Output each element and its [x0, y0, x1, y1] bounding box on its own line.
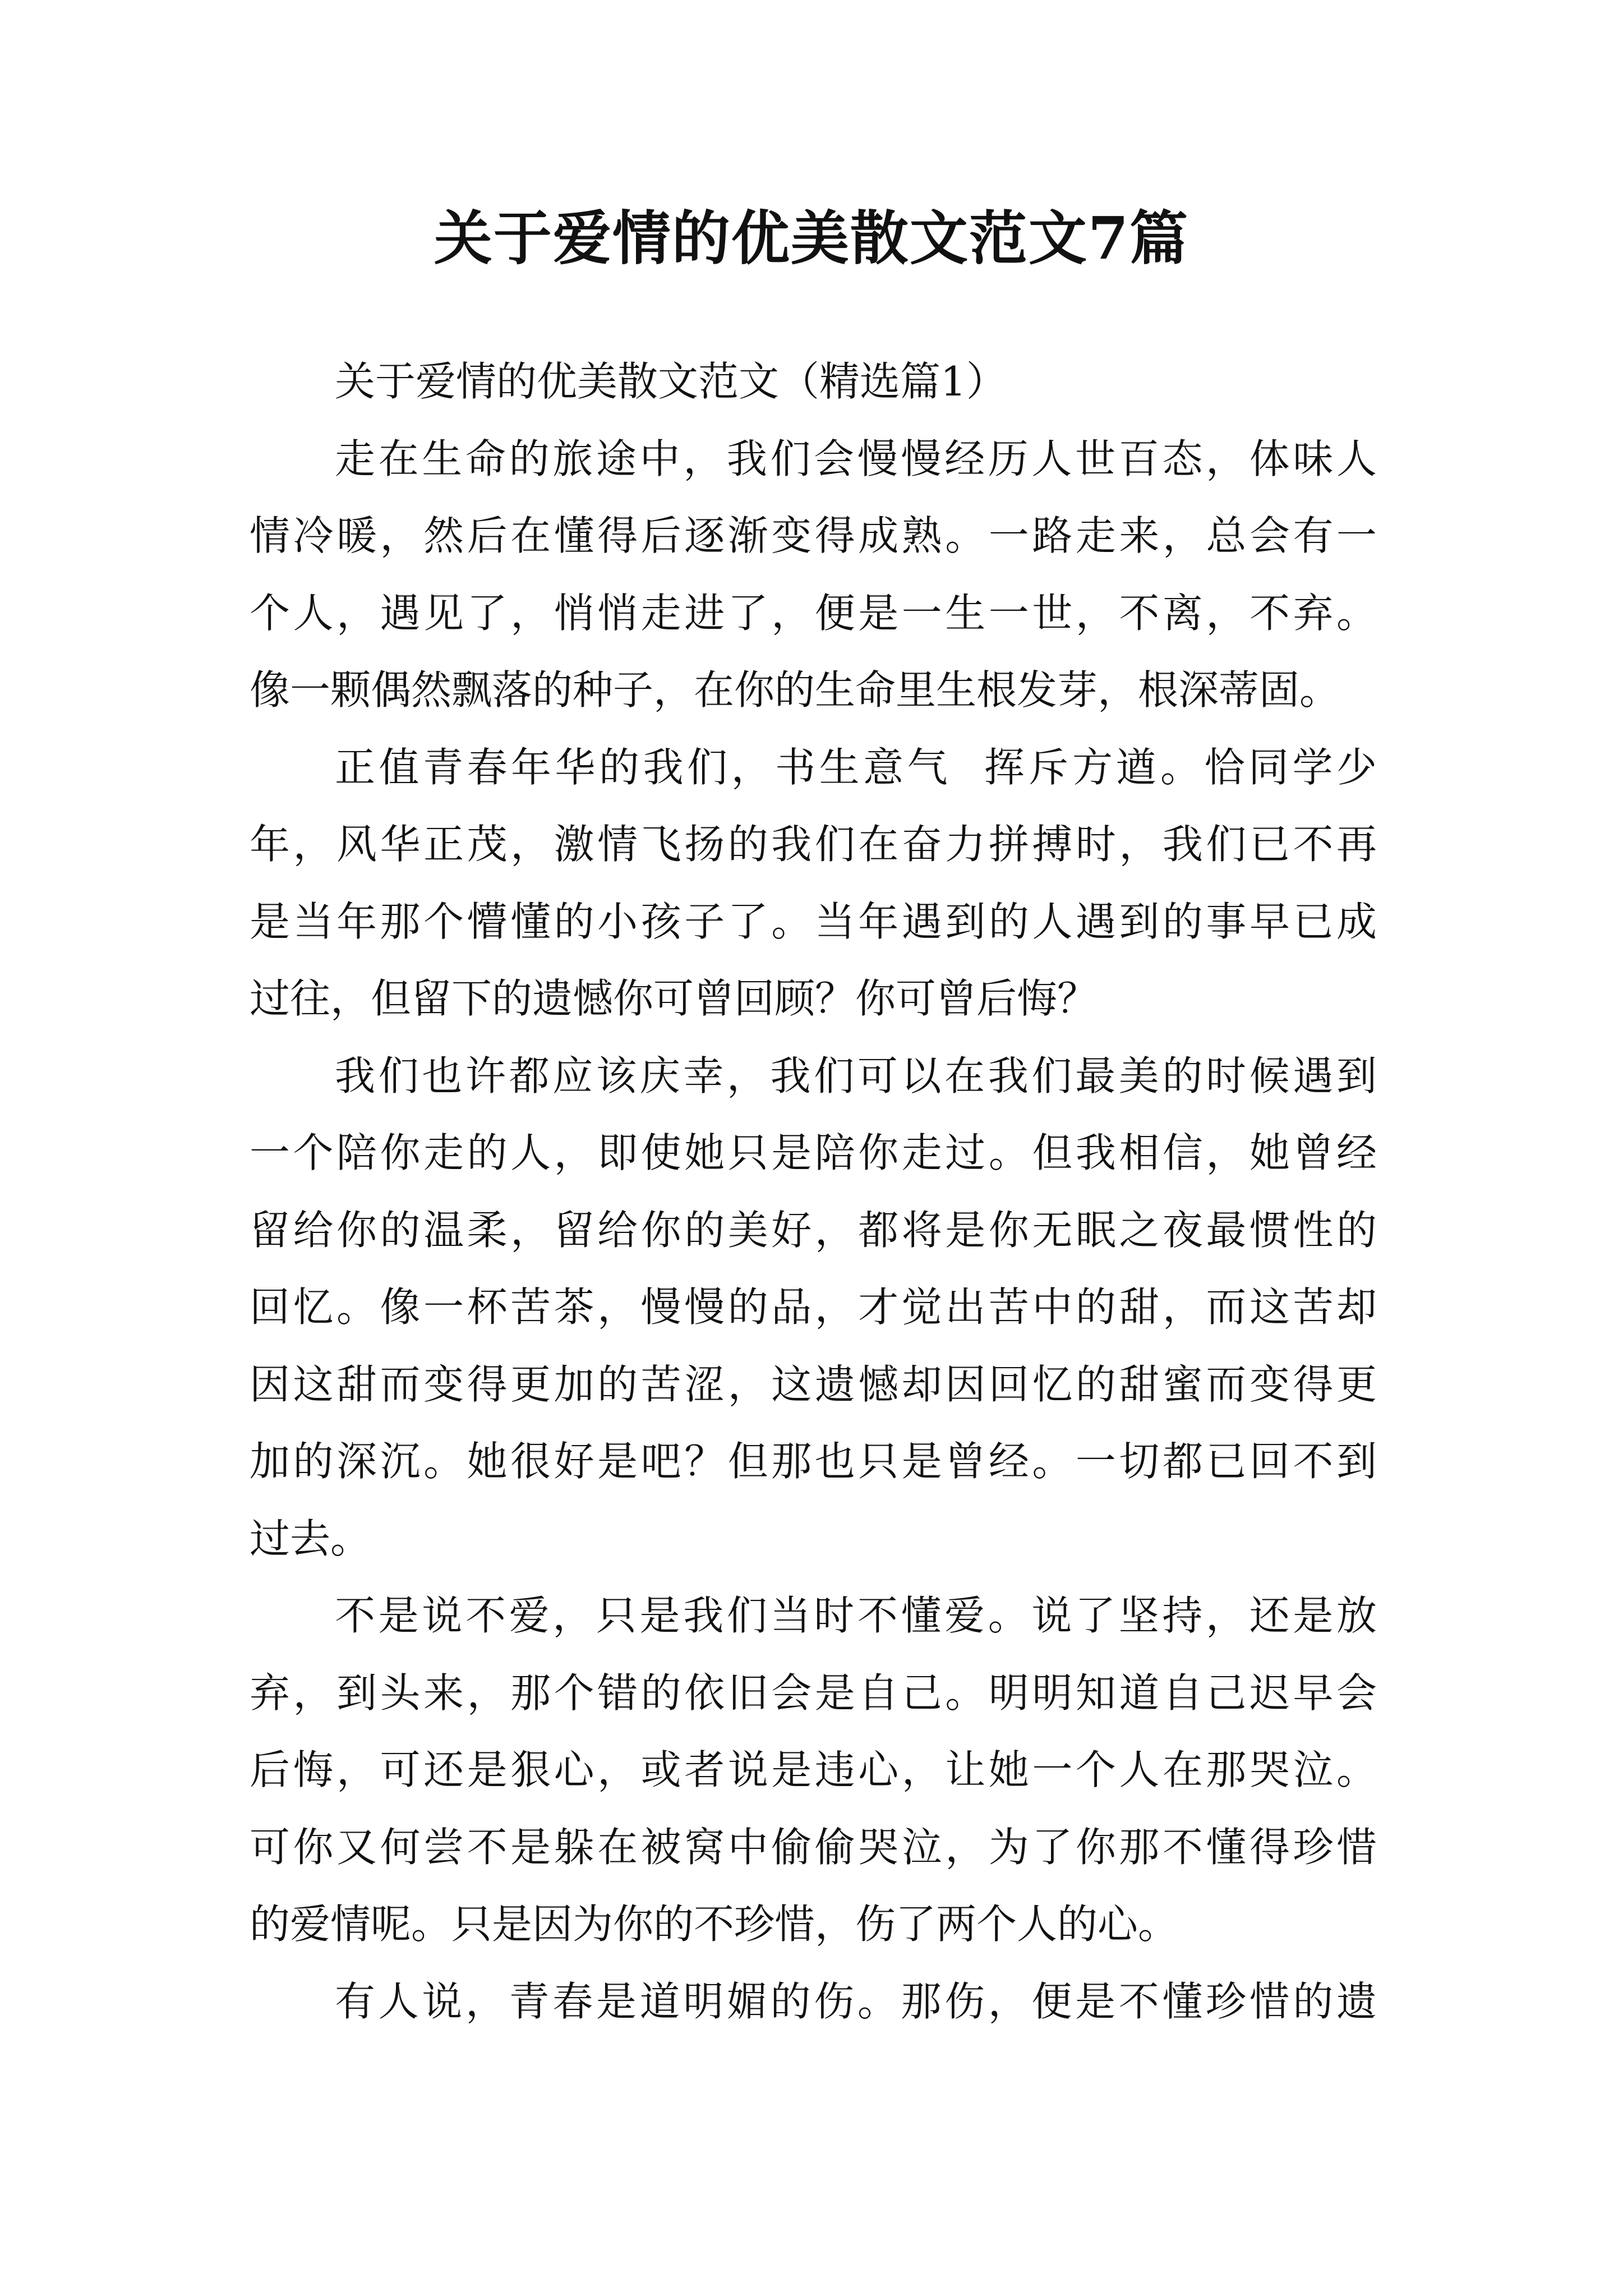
text-line: 正值青春年华的我们，书生意气 挥斥方遒。恰同学少 [335, 743, 1381, 791]
text-line: 个人，遇见了，悄悄走进了，便是一生一世，不离，不弃。 [250, 589, 1380, 637]
text-line: 过往，但留下的遗憾你可曾回顾？你可曾后悔？ [250, 975, 1098, 1022]
text-line: 可你又何尝不是躲在被窝中偷偷哭泣，为了你那不懂得珍惜 [250, 1823, 1380, 1871]
text-line: 留给你的温柔，留给你的美好，都将是你无眠之夜最惯性的 [250, 1206, 1380, 1254]
document-title: 关于爱情的优美散文范文7篇 [434, 204, 1189, 273]
text-line: 不是说不爱，只是我们当时不懂爱。说了坚持，还是放 [335, 1592, 1380, 1639]
text-line: 走在生命的旅途中，我们会慢慢经历人世百态，体味人 [335, 435, 1380, 482]
text-line: 的爱情呢。只是因为你的不珍惜，伤了两个人的心。 [250, 1901, 1179, 1948]
text-line: 弃，到头来，那个错的依旧会是自己。明明知道自己迟早会 [250, 1669, 1380, 1717]
text-line: 过去。 [250, 1515, 371, 1562]
text-line: 回忆。像一杯苦茶，慢慢的品，才觉出苦中的甜，而这苦却 [250, 1283, 1380, 1331]
text-line: 加的深沉。她很好是吧？但那也只是曾经。一切都已回不到 [250, 1438, 1380, 1485]
text-line: 后悔，可还是狠心，或者说是违心，让她一个人在那哭泣。 [250, 1746, 1380, 1793]
text-line: 情冷暖，然后在懂得后逐渐变得成熟。一路走来，总会有一 [250, 512, 1380, 559]
text-line: 是当年那个懵懂的小孩子了。当年遇到的人遇到的事早已成 [250, 898, 1380, 945]
text-line: 有人说，青春是道明媚的伤。那伤，便是不懂珍惜的遗 [335, 1977, 1380, 2025]
text-line: 年，风华正茂，激情飞扬的我们在奋力拼搏时，我们已不再 [250, 821, 1380, 868]
text-line: 因这甜而变得更加的苦涩，这遗憾却因回忆的甜蜜而变得更 [250, 1360, 1380, 1408]
text-line: 关于爱情的优美散文范文（精选篇1） [335, 358, 1007, 405]
document-body [250, 343, 1381, 2040]
text-line: 像一颗偶然飘落的种子，在你的生命里生根发芽，根深蒂固。 [250, 666, 1340, 714]
text-line: 一个陪你走的人，即使她只是陪你走过。但我相信，她曾经 [250, 1129, 1380, 1176]
text-line: 我们也许都应该庆幸，我们可以在我们最美的时候遇到 [335, 1052, 1380, 1099]
